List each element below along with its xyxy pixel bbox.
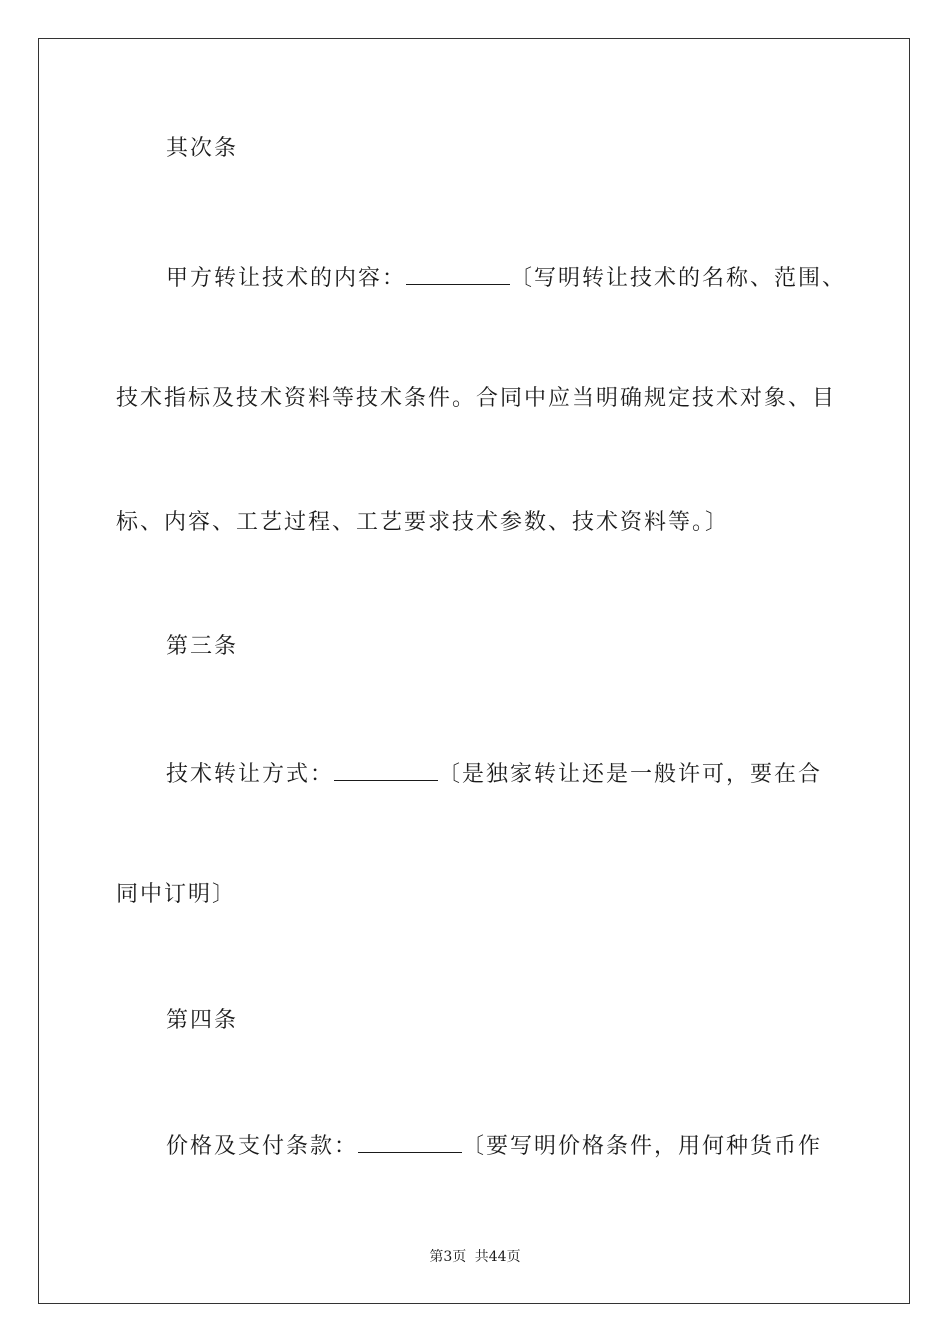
clause-heading-text: 第三条: [166, 634, 239, 659]
clause-heading-text: 其次条: [166, 136, 239, 161]
page-number: 第3页: [429, 1249, 467, 1265]
line-text: 同中订明〕: [116, 882, 237, 907]
fill-in-blank: [334, 758, 438, 781]
line-text: 甲方转让技术的内容：: [166, 266, 407, 291]
line-text: 〔要写明价格条件，用何种货币作: [462, 1134, 823, 1159]
fill-in-blank: [406, 262, 510, 285]
paragraph-line: [166, 262, 846, 294]
paragraph-line: [166, 758, 822, 790]
fill-in-blank: [358, 1130, 462, 1153]
line-text: 〔是独家转让还是一般许可，要在合: [438, 762, 823, 787]
page-frame: [38, 38, 910, 1304]
line-text: 价格及支付条款：: [166, 1134, 359, 1159]
page-total: 共44页: [474, 1249, 521, 1265]
clause-heading-2: [166, 134, 238, 164]
page-footer: [0, 1248, 950, 1266]
line-text: 标、内容、工艺过程、工艺要求技术参数、技术资料等。〕: [116, 510, 730, 535]
clause-heading-3: [166, 632, 238, 662]
paragraph-line: [116, 880, 236, 910]
paragraph-line: [166, 1130, 822, 1162]
clause-heading-4: [166, 1006, 238, 1036]
line-text: 技术转让方式：: [166, 762, 335, 787]
line-text: 〔写明转让技术的名称、范围、: [510, 266, 847, 291]
paragraph-line: [116, 384, 836, 414]
paragraph-line: [116, 508, 729, 538]
clause-heading-text: 第四条: [166, 1008, 239, 1033]
line-text: 技术指标及技术资料等技术条件。合同中应当明确规定技术对象、目: [116, 386, 837, 411]
